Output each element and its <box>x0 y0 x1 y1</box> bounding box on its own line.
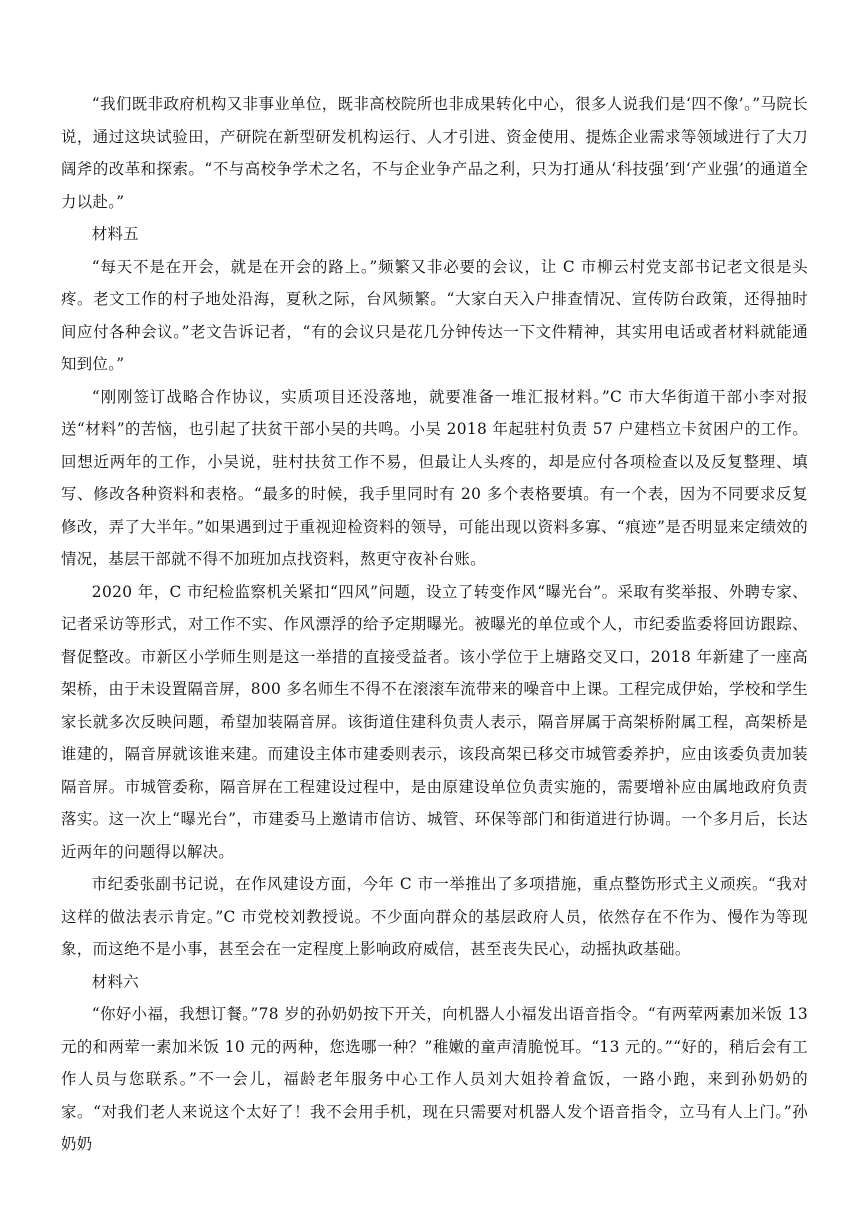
paragraph-robot-order: “你好小福，我想订餐。”78 岁的孙奶奶按下开关，向机器人小福发出语音指令。“有两荤两素加米饭 13 元的和两荤一素加米饭 10 元的两种，您选哪一种？”稚嫩的童声清脆悦耳。“13 元的。”“好的，稍后会有工作人员与您联系。”不一会儿，福龄老年服务中心工作人员刘大姐拎着盒饭，一路小跑，来到孙奶奶的家。“对我们老人来说这个太好了！我不会用手机，现在只需要对机器人发个语音指令，立马有人上门。”孙奶奶 <box>61 1005 808 1153</box>
paragraph-materials-reports: “刚刚签订战略合作协议，实质项目还没落地，就要准备一堆汇报材料。”C 市大华街道干部小李对报送“材料”的苦恼，也引起了扶贫干部小吴的共鸣。小吴 2018 年起驻村负责 57 户建档立卡贫困户的工作。回想近两年的工作，小吴说，驻村扶贫工作不易，但最让人头疼的，却是应付各项检查以及反复整理、填写、修改各种资料和表格。“最多的时候，我手里同时有 20 多个表格要填。有一个表，因为不同要求反复修改，弄了大半年。”如果遇到过于重视迎检资料的领导，可能出现以资料多寡、“痕迹”是否明显来定绩效的情况，基层干部就不得不加班加点找资料，熬更守夜补台账。 <box>61 387 808 568</box>
section-heading-material-6: 材料六 <box>91 972 140 991</box>
paragraph-meetings: “每天不是在开会，就是在开会的路上。”频繁又非必要的会议，让 C 市柳云村党支部书记老文很是头疼。老文工作的村子地处沿海，夏秋之际，台风频繁。“大家白天入户排查情况、宣传防台政策，还得抽时间应付各种会议。”老文告诉记者，“有的会议只是花几分钟传达一下文件精神，其实用电话或者材料就能通知到位。” <box>61 257 808 373</box>
paragraph-work-style: 市纪委张副书记说，在作风建设方面，今年 C 市一举推出了多项措施，重点整饬形式主义顽疾。“我对这样的做法表示肯定。”C 市党校刘教授说。不少面向群众的基层政府人员，依然存在不作为、慢作为等现象，而这绝不是小事，甚至会在一定程度上影响政府威信，甚至丧失民心，动摇执政基础。 <box>61 875 808 958</box>
paragraph-intro-quote: “我们既非政府机构又非事业单位，既非高校院所也非成果转化中心，很多人说我们是‘四不像’。”马院长说，通过这块试验田，产研院在新型研发机构运行、人才引进、资金使用、提炼企业需求等领域进行了大刀阔斧的改革和探索。“不与高校争学术之名，不与企业争产品之利，只为打通从‘科技强’到‘产业强’的通道全力以赴。” <box>61 95 808 211</box>
section-heading-material-5: 材料五 <box>91 225 140 243</box>
paragraph-exposure-platform: 2020 年，C 市纪检监察机关紧扣“四风”问题，设立了转变作风“曝光台”。采取有奖举报、外聘专家、记者采访等形式，对工作不实、作风漂浮的给予定期曝光。被曝光的单位或个人，市纪委监委将回访跟踪、督促整改。市新区小学师生则是这一举措的直接受益者。该小学位于上塘路交叉口，2018 年新建了一座高架桥，由于未设置隔音屏，800 多名师生不得不在滚滚车流带来的噪音中上课。工程完成伊始，学校和学生家长就多次反映问题，希望加装隔音屏。该街道住建科负责人表示，隔音屏属于高架桥附属工程，高架桥是谁建的，隔音屏就该谁来建。而建设主体市建委则表示，该段高架已移交市城管委养护，应由该委负责加装隔音屏。市城管委称，隔音屏在工程建设过程中，是由原建设单位负责实施的，需要增补应由属地政府负责落实。这一次上“曝光台”，市建委马上邀请市信访、城管、环保等部门和街道进行协调。一个多月后，长达近两年的问题得以解决。 <box>61 582 808 861</box>
